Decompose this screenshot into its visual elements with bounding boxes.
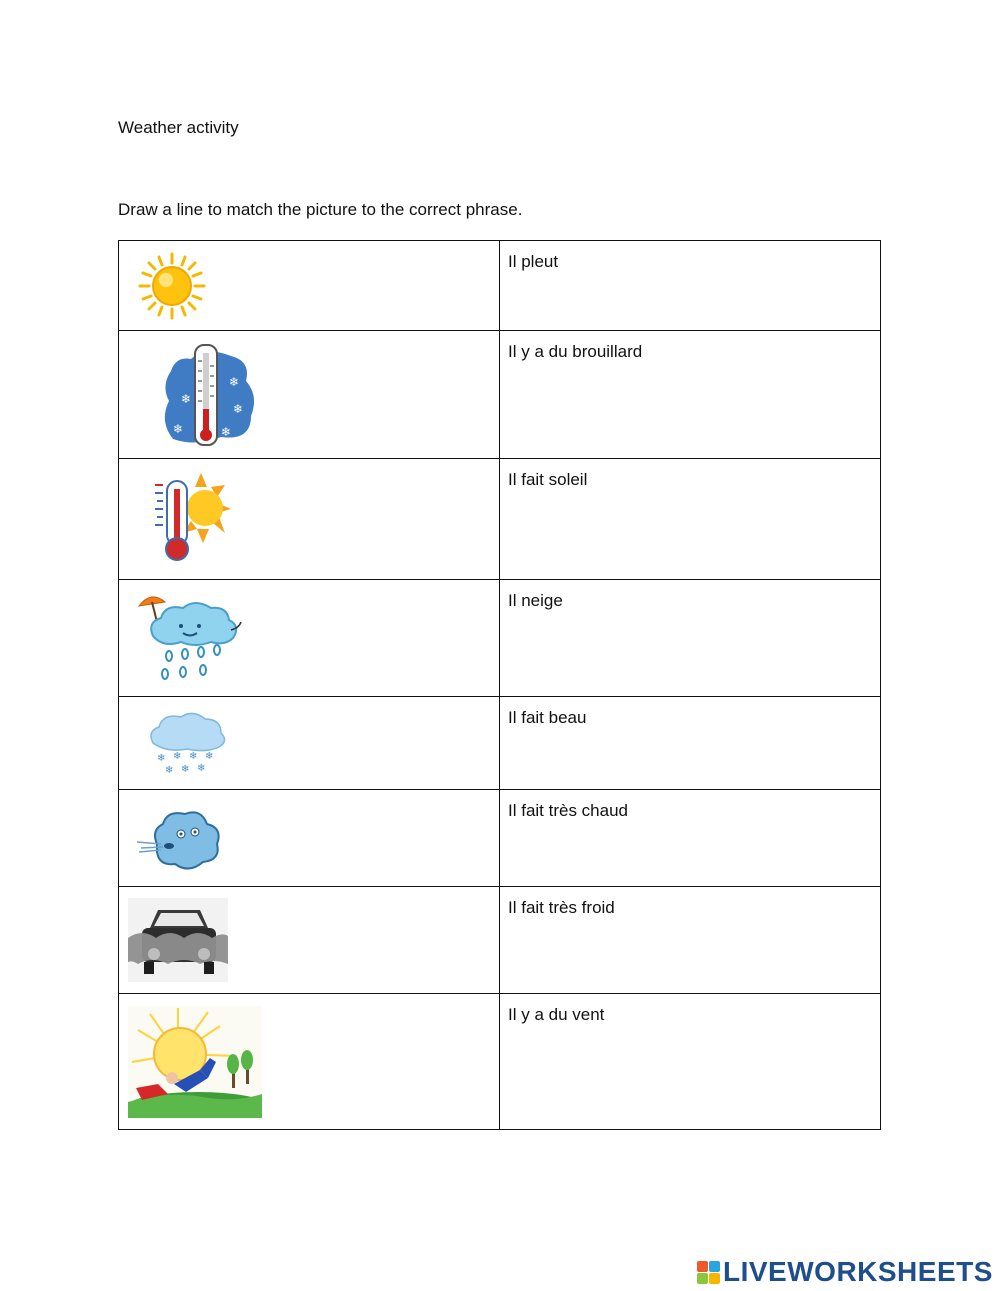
hot-thermometer-sun-icon [153, 471, 233, 566]
svg-text:❄: ❄ [229, 375, 240, 389]
fog-car-icon [128, 898, 228, 982]
sun-icon [137, 251, 207, 321]
svg-text:❄: ❄ [181, 764, 190, 775]
snow-cloud-icon [147, 709, 227, 779]
brand-name: LIVEWORKSHEETS [723, 1256, 993, 1287]
phrase-cell: Il neige [500, 580, 881, 697]
svg-text:❄: ❄ [221, 425, 232, 439]
svg-text:❄: ❄ [233, 402, 244, 416]
instructions: Draw a line to match the picture to the correct phrase. [118, 200, 523, 219]
picture-cell [119, 580, 500, 697]
table-row [119, 790, 881, 887]
table-row [119, 459, 881, 580]
svg-text:❄: ❄ [165, 765, 174, 776]
cold-thermometer-icon [151, 341, 261, 451]
table-row [119, 887, 881, 994]
svg-text:❄: ❄ [181, 392, 192, 406]
matching-table [118, 240, 881, 1130]
svg-text:❄: ❄ [173, 751, 182, 762]
svg-text:❄: ❄ [173, 422, 184, 436]
svg-text:❄: ❄ [157, 753, 166, 764]
picture-cell [119, 790, 500, 887]
phrase-cell: Il pleut [500, 241, 881, 331]
svg-text:❄: ❄ [205, 751, 214, 762]
brand-mark-icon [697, 1261, 720, 1284]
picture-cell [119, 994, 500, 1130]
wind-cloud-icon [135, 804, 225, 874]
page-title: Weather activity [118, 118, 239, 137]
table-row [119, 331, 881, 459]
rain-cloud-icon [135, 590, 245, 685]
brand-logo [697, 1256, 993, 1288]
sunny-day-icon [128, 1006, 262, 1118]
phrase-cell: Il fait beau [500, 697, 881, 790]
svg-text:❄: ❄ [197, 763, 206, 774]
phrase-cell: Il fait soleil [500, 459, 881, 580]
phrase-cell: Il y a du brouillard [500, 331, 881, 459]
phrase-cell: Il y a du vent [500, 994, 881, 1130]
picture-cell [119, 331, 500, 459]
table-row [119, 697, 881, 790]
phrase-cell: Il fait très froid [500, 887, 881, 994]
picture-cell [119, 887, 500, 994]
svg-text:❄: ❄ [189, 751, 198, 762]
table-row [119, 241, 881, 331]
picture-cell [119, 241, 500, 331]
table-row [119, 580, 881, 697]
picture-cell [119, 697, 500, 790]
picture-cell [119, 459, 500, 580]
table-row [119, 994, 881, 1130]
phrase-cell: Il fait très chaud [500, 790, 881, 887]
